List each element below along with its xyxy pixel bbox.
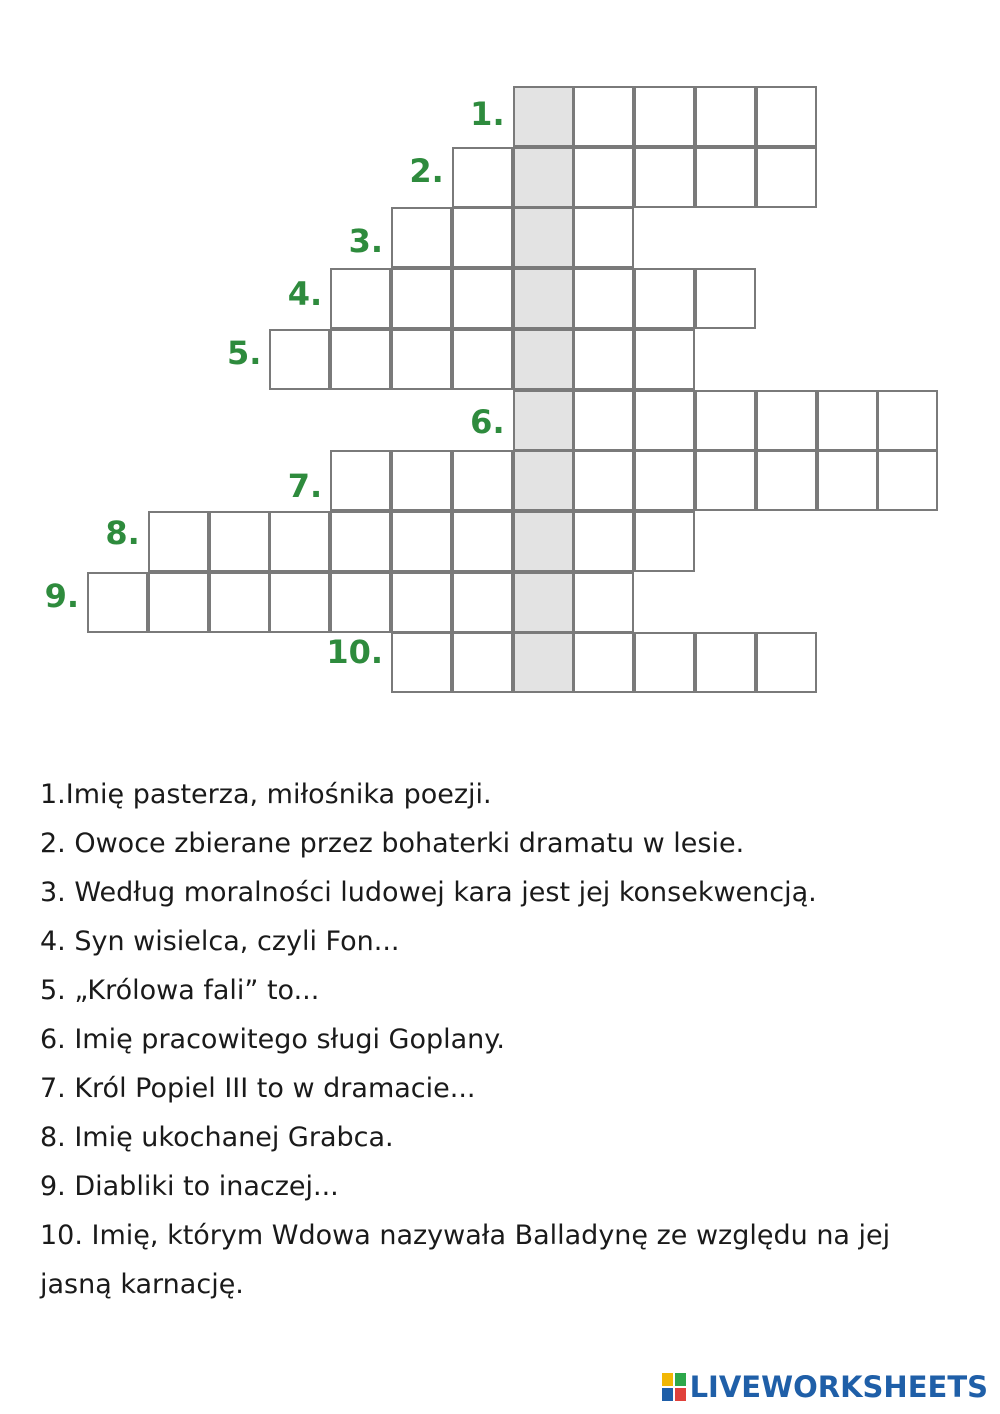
clue-9: 9. Diabliki to inaczej... — [40, 1171, 339, 1202]
answer-cell[interactable] — [148, 572, 209, 633]
row-number-10: 10. — [326, 633, 383, 672]
answer-cell[interactable] — [330, 329, 391, 390]
answer-cell[interactable] — [634, 268, 695, 329]
answer-cell[interactable] — [269, 329, 330, 390]
answer-cell[interactable] — [330, 511, 391, 572]
clue-2: 2. Owoce zbierane przez bohaterki dramatu w lesie. — [40, 828, 745, 859]
key-cell[interactable] — [513, 511, 574, 572]
answer-cell[interactable] — [573, 390, 634, 451]
liveworksheets-logo — [662, 1370, 988, 1404]
answer-cell[interactable] — [87, 572, 148, 633]
clue-1: 1.Imię pasterza, miłośnika poezji. — [40, 779, 492, 810]
answer-cell[interactable] — [330, 450, 391, 511]
row-number-4: 4. — [287, 275, 323, 314]
logo-icon — [662, 1373, 686, 1401]
answer-cell[interactable] — [573, 86, 634, 147]
clue-7: 7. Król Popiel III to w dramacie... — [40, 1073, 476, 1104]
answer-cell[interactable] — [391, 329, 452, 390]
key-cell[interactable] — [513, 268, 574, 329]
answer-cell[interactable] — [330, 268, 391, 329]
logo-square-4 — [675, 1388, 686, 1401]
answer-cell[interactable] — [573, 632, 634, 693]
answer-cell[interactable] — [634, 147, 695, 208]
answer-cell[interactable] — [695, 632, 756, 693]
answer-cell[interactable] — [391, 268, 452, 329]
clue-4: 4. Syn wisielca, czyli Fon... — [40, 926, 400, 957]
answer-cell[interactable] — [209, 511, 270, 572]
answer-cell[interactable] — [391, 207, 452, 268]
answer-cell[interactable] — [269, 511, 330, 572]
answer-cell[interactable] — [756, 390, 817, 451]
answer-cell[interactable] — [756, 86, 817, 147]
answer-cell[interactable] — [573, 329, 634, 390]
key-cell[interactable] — [513, 329, 574, 390]
answer-cell[interactable] — [452, 329, 513, 390]
answer-cell[interactable] — [573, 207, 634, 268]
key-cell[interactable] — [513, 390, 574, 451]
answer-cell[interactable] — [695, 450, 756, 511]
clue-3: 3. Według moralności ludowej kara jest jej konsekwencją. — [40, 877, 817, 908]
answer-cell[interactable] — [269, 572, 330, 633]
logo-text: LIVEWORKSHEETS — [689, 1370, 988, 1404]
answer-cell[interactable] — [695, 390, 756, 451]
answer-cell[interactable] — [391, 450, 452, 511]
answer-cell[interactable] — [573, 511, 634, 572]
answer-cell[interactable] — [573, 268, 634, 329]
key-cell[interactable] — [513, 450, 574, 511]
logo-square-1 — [662, 1373, 673, 1386]
answer-cell[interactable] — [634, 390, 695, 451]
answer-cell[interactable] — [452, 632, 513, 693]
answer-cell[interactable] — [756, 450, 817, 511]
row-number-9: 9. — [44, 576, 79, 615]
answer-cell[interactable] — [634, 511, 695, 572]
answer-cell[interactable] — [756, 147, 817, 208]
clue-6: 6. Imię pracowitego sługi Goplany. — [40, 1024, 505, 1055]
answer-cell[interactable] — [452, 268, 513, 329]
key-cell[interactable] — [513, 207, 574, 268]
answer-cell[interactable] — [695, 147, 756, 208]
key-cell[interactable] — [513, 572, 574, 633]
answer-cell[interactable] — [391, 572, 452, 633]
answer-cell[interactable] — [817, 450, 878, 511]
answer-cell[interactable] — [634, 632, 695, 693]
logo-square-3 — [662, 1388, 673, 1401]
key-cell[interactable] — [513, 86, 574, 147]
answer-cell[interactable] — [452, 147, 513, 208]
row-number-2: 2. — [409, 151, 444, 190]
clue-10: 10. Imię, którym Wdowa nazywała Balladynę ze względu na jej jasną karnację. — [40, 1220, 891, 1300]
clue-5: 5. „Królowa fali” to... — [40, 975, 320, 1006]
answer-cell[interactable] — [756, 632, 817, 693]
row-number-8: 8. — [105, 513, 140, 552]
answer-cell[interactable] — [452, 450, 513, 511]
answer-cell[interactable] — [695, 268, 756, 329]
answer-cell[interactable] — [209, 572, 270, 633]
answer-cell[interactable] — [877, 390, 938, 451]
answer-cell[interactable] — [634, 86, 695, 147]
answer-cell[interactable] — [573, 450, 634, 511]
answer-cell[interactable] — [452, 572, 513, 633]
clue-8: 8. Imię ukochanej Grabca. — [40, 1122, 394, 1153]
answer-cell[interactable] — [634, 329, 695, 390]
row-number-5: 5. — [226, 333, 262, 372]
key-cell[interactable] — [513, 632, 574, 693]
answer-cell[interactable] — [452, 207, 513, 268]
row-number-1: 1. — [470, 95, 505, 133]
key-cell[interactable] — [513, 147, 574, 208]
row-number-7: 7. — [287, 467, 323, 506]
answer-cell[interactable] — [391, 632, 452, 693]
row-number-6: 6. — [470, 402, 505, 441]
answer-cell[interactable] — [634, 450, 695, 511]
answer-cell[interactable] — [695, 86, 756, 147]
answer-cell[interactable] — [330, 572, 391, 633]
row-number-3: 3. — [348, 222, 383, 261]
answer-cell[interactable] — [452, 511, 513, 572]
answer-cell[interactable] — [148, 511, 209, 572]
answer-cell[interactable] — [391, 511, 452, 572]
answer-cell[interactable] — [573, 572, 634, 633]
answer-cell[interactable] — [877, 450, 938, 511]
answer-cell[interactable] — [817, 390, 878, 451]
answer-cell[interactable] — [573, 147, 634, 208]
clue-list — [40, 770, 970, 1309]
logo-square-2 — [675, 1373, 686, 1386]
